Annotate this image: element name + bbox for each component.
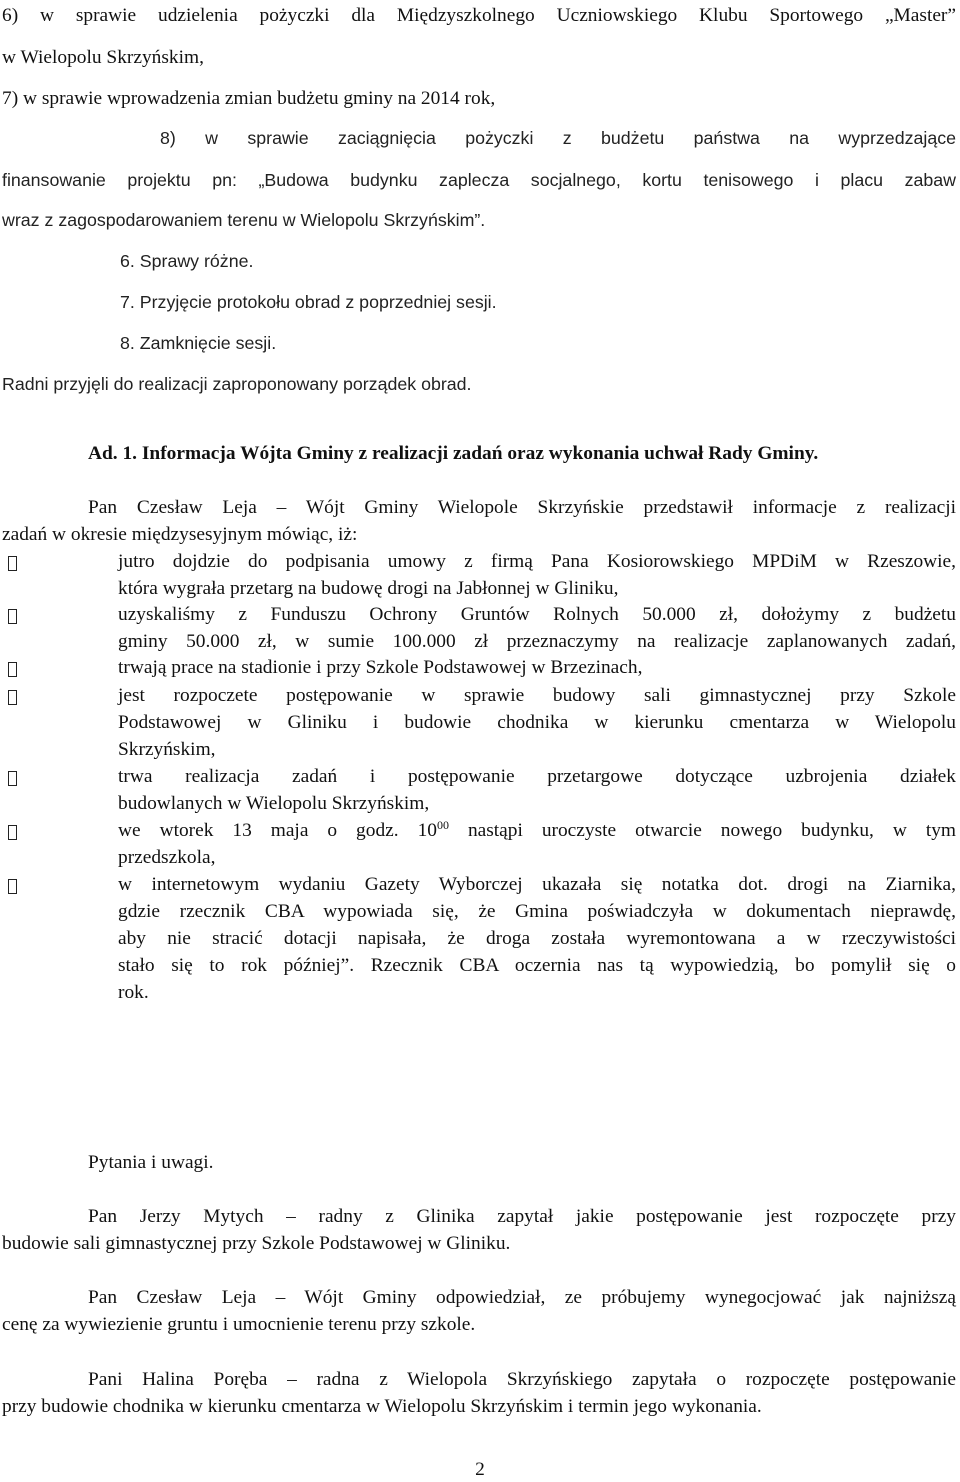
time-superscript: 00: [436, 818, 449, 832]
bullet-text: Skrzyńskim,: [118, 739, 216, 760]
page-number: 2: [475, 1459, 485, 1480]
agenda-item: 6. Sprawy różne.: [120, 251, 254, 271]
questions-heading: Pytania i uwagi.: [88, 1152, 214, 1173]
agenda-line: finansowanie projektu pn: „Budowa budynku zaplecza socjalnego, kortu tenisowego i placu zabaw: [2, 170, 956, 190]
bullet-icon: [8, 662, 17, 677]
bullet-text: gminy 50.000 zł, w sumie 100.000 zł przeznaczymy na realizacje zaplanowanych zadań,: [118, 631, 956, 652]
bullet-text: która wygrała przetarg na budowę drogi na Jabłonnej w Gliniku,: [118, 578, 619, 599]
bullet-text-part: nastąpi uroczyste otwarcie nowego budynku, w tym: [467, 820, 956, 841]
bullet-text: rok.: [118, 982, 149, 1003]
bullet-text: trwa realizacja zadań i postępowanie przetargowe dotyczące uzbrojenia działek: [118, 766, 956, 787]
bullet-icon: [8, 556, 17, 571]
question-text: przy budowie chodnika w kierunku cmentarza w Wielopolu Skrzyńskim i termin jego wykonania.: [2, 1396, 762, 1417]
bullet-text: przedszkola,: [118, 847, 216, 868]
question-text: budowie sali gimnastycznej przy Szkole Podstawowej w Gliniku.: [2, 1233, 511, 1254]
bullet-icon: [8, 609, 17, 624]
bullet-text: budowlanych w Wielopolu Skrzyńskim,: [118, 793, 430, 814]
bullet-text: [118, 818, 956, 841]
bullet-text: jutro dojdzie do podpisania umowy z firmą Pana Kosiorowskiego MPDiM w Rzeszowie,: [118, 551, 956, 572]
answer-text: cenę za wywiezienie gruntu i umocnienie terenu przy szkole.: [2, 1314, 476, 1335]
agenda-item: 7. Przyjęcie protokołu obrad z poprzedniej sesji.: [120, 292, 497, 312]
bullet-text: gdzie rzecznik CBA wypowiada się, że Gmina poświadczyła w dokumentach nieprawdę,: [118, 901, 956, 922]
question-text: Pani Halina Poręba – radna z Wielopola Skrzyńskiego zapytała o rozpoczęte postępowanie: [88, 1369, 956, 1390]
bullet-icon: [8, 879, 17, 894]
report-intro: Pan Czesław Leja – Wójt Gminy Wielopole Skrzyńskie przedstawił informacje z realizacji: [88, 497, 956, 518]
section-heading: Ad. 1. Informacja Wójta Gminy z realizacji zadań oraz wykonania uchwał Rady Gminy.: [88, 443, 819, 464]
agenda-item: 8. Zamknięcie sesji.: [120, 333, 277, 353]
bullet-text: uzyskaliśmy z Funduszu Ochrony Gruntów Rolnych 50.000 zł, dołożymy z budżetu: [118, 604, 956, 625]
agenda-line: 6) w sprawie udzielenia pożyczki dla Międzyszkolnego Uczniowskiego Klubu Sportowego „Master”: [2, 5, 956, 26]
agenda-accepted: Radni przyjęli do realizacji zaproponowany porządek obrad.: [2, 374, 472, 394]
report-intro: zadań w okresie międzysesyjnym mówiąc, iż:: [2, 524, 358, 545]
bullet-text: aby nie stracić dotacji napisała, że droga została wyremontowana a w rzeczywistości: [118, 928, 956, 949]
answer-text: Pan Czesław Leja – Wójt Gminy odpowiedział, ze próbujemy wynegocjować jak najniższą: [88, 1287, 956, 1308]
bullet-text: stało się to rok później”. Rzecznik CBA oczernia nas tą wypowiedzią, bo pomylił się o: [118, 955, 956, 976]
question-text: Pan Jerzy Mytych – radny z Glinika zapytał jakie postępowanie jest rozpoczęte przy: [88, 1206, 956, 1227]
bullet-text: Podstawowej w Gliniku i budowie chodnika w kierunku cmentarza w Wielopolu: [118, 712, 956, 733]
bullet-text: jest rozpoczete postępowanie w sprawie budowy sali gimnastycznej przy Szkole: [118, 685, 956, 706]
bullet-icon: [8, 690, 17, 705]
bullet-icon: [8, 771, 17, 786]
agenda-line: 8) w sprawie zaciągnięcia pożyczki z budżetu państwa na wyprzedzające: [160, 128, 956, 148]
bullet-icon: [8, 825, 17, 840]
bullet-text: trwają prace na stadionie i przy Szkole Podstawowej w Brzezinach,: [118, 657, 643, 678]
bullet-text: w internetowym wydaniu Gazety Wyborczej ukazała się notatka dot. drogi na Ziarnika,: [118, 874, 956, 895]
bullet-text-part: we wtorek 13 maja o godz. 10: [118, 820, 437, 841]
agenda-line: w Wielopolu Skrzyńskim,: [2, 47, 204, 68]
agenda-line: 7) w sprawie wprowadzenia zmian budżetu gminy na 2014 rok,: [2, 88, 496, 109]
agenda-line: wraz z zagospodarowaniem terenu w Wielopolu Skrzyńskim”.: [2, 210, 486, 230]
